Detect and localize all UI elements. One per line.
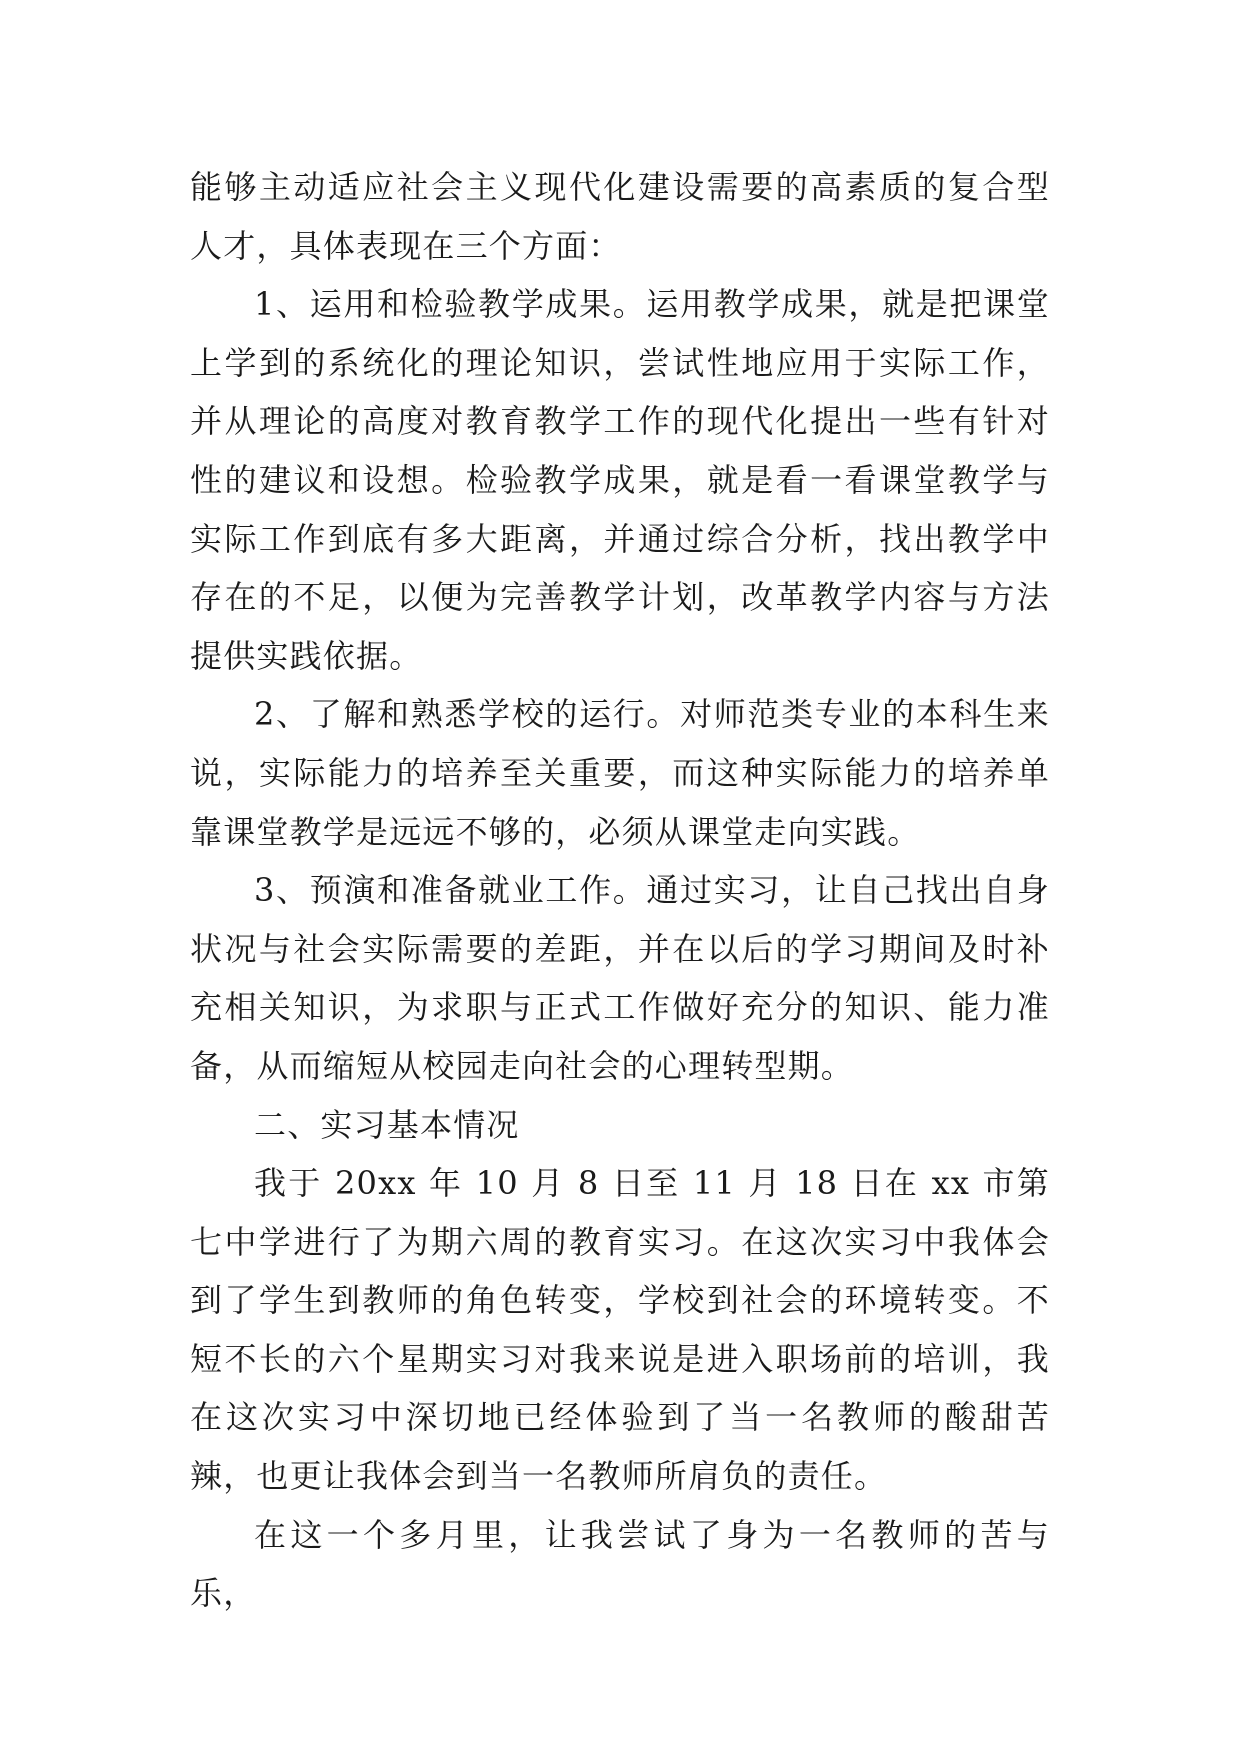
paragraph-intro-continuation: 能够主动适应社会主义现代化建设需要的高素质的复合型人才，具体表现在三个方面： xyxy=(190,168,1050,265)
section-heading-internship-overview: 二、实习基本情况 xyxy=(254,1105,520,1144)
paragraph-internship-details: 我于 20xx 年 10 月 8 日至 11 月 18 日在 xx 市第七中学进行了为期六周的教育实习。在这次实习中我体会到了学生到教师的角色转变，学校到社会的环境转变。不短不长的六个星期实习对我来说是进入职场前的培训，我在这次实习中深切地已经体验到了当一名教师的酸甜苦辣，也更让我体会到当一名教师所肩负的责任。 xyxy=(190,1164,1050,1496)
paragraph-point-1: 1、运用和检验教学成果。运用教学成果，就是把课堂上学到的系统化的理论知识，尝试性地应用于实际工作，并从理论的高度对教育教学工作的现代化提出一些有针对性的建议和设想。检验教学成果，就是看一看课堂教学与实际工作到底有多大距离，并通过综合分析，找出教学中存在的不足，以便为完善教学计划，改革教学内容与方法提供实践依据。 xyxy=(190,285,1050,675)
paragraph-point-3: 3、预演和准备就业工作。通过实习，让自己找出自身状况与社会实际需要的差距，并在以后的学习期间及时补充相关知识，为求职与正式工作做好充分的知识、能力准备，从而缩短从校园走向社会的心理转型期。 xyxy=(190,871,1050,1085)
paragraph-point-2: 2、了解和熟悉学校的运行。对师范类专业的本科生来说，实际能力的培养至关重要，而这种实际能力的培养单靠课堂教学是远远不够的，必须从课堂走向实践。 xyxy=(190,695,1050,851)
document-body xyxy=(190,158,1050,1623)
paragraph-reflection-start: 在这一个多月里，让我尝试了身为一名教师的苦与乐， xyxy=(190,1515,1050,1613)
